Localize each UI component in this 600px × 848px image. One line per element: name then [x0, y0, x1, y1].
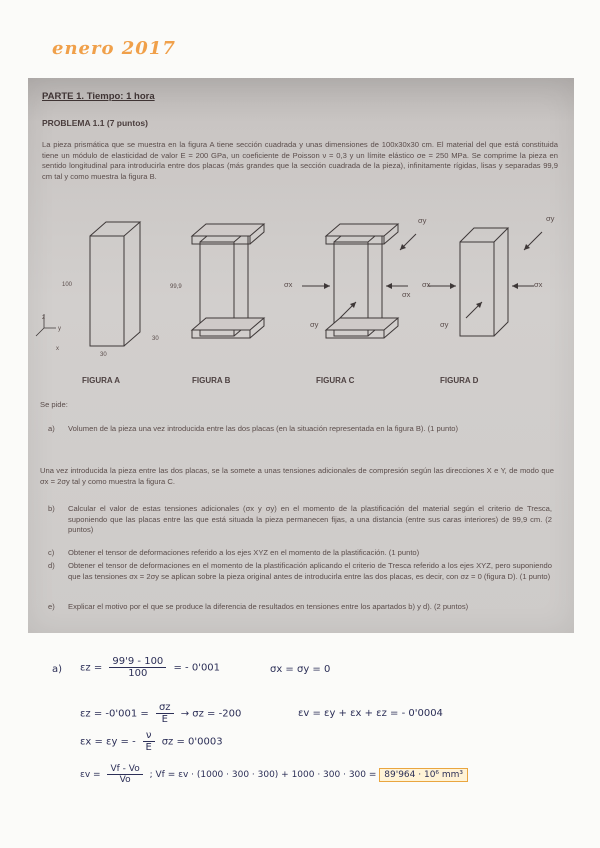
figure-a-label: FIGURA A — [82, 376, 121, 385]
fig-d-sigma-x-left: σx — [422, 280, 431, 289]
axis-x-label: x — [56, 346, 59, 352]
figure-b-label: FIGURA B — [192, 376, 231, 385]
exam-problem-title: PROBLEMA 1.1 (7 puntos) — [42, 118, 148, 128]
l3-den: E — [145, 742, 152, 753]
fig-c-sigma-x-right: σx — [402, 290, 411, 299]
question-e — [40, 602, 552, 613]
solution-line-4 — [80, 764, 468, 785]
question-b-key: b) — [48, 504, 55, 513]
figures-diagram — [28, 206, 574, 371]
l4-mid: ; Vf = εv · (1000 · 300 · 300) + 1000 · 300 · 300 = — [149, 770, 377, 780]
l4-result: 89'964 · 10⁶ mm³ — [379, 768, 468, 782]
l2-fraction — [156, 702, 174, 725]
question-a — [40, 424, 552, 435]
dim-height-b: 99,9 — [170, 284, 182, 290]
l3-rhs: σz = 0'0003 — [161, 736, 223, 748]
question-b-text: Calcular el valor de estas tensiones adicionales (σx y σy) en el momento de la plastificación del material según el criterio de Tresca, suponiendo que las placas entre las que está situada la pieza permanecen fijas, a una distancia (entre sus caras interiores) de 99,9 cm. (2 puntos) — [68, 504, 552, 535]
question-e-key: e) — [48, 602, 55, 611]
dim-height-a: 100 — [62, 282, 73, 288]
axis-z-label: z — [42, 315, 45, 321]
exam-photo — [28, 78, 574, 633]
l2-den: E — [161, 714, 168, 725]
l3-fraction — [143, 730, 155, 753]
dim-width: 30 — [100, 352, 107, 358]
dim-depth: 30 — [152, 336, 159, 342]
fig-c-sigma-y-top: σy — [418, 216, 427, 225]
solution-line-2-right: εv = εy + εx + εz = - 0'0004 — [298, 708, 443, 719]
solution-label: a) — [52, 664, 63, 675]
l1-fraction — [109, 656, 166, 679]
solution-line-1-right: σx = σy = 0 — [270, 664, 331, 675]
l4-fraction — [107, 764, 142, 785]
page-title: enero 2017 — [52, 38, 176, 59]
l1-den: 100 — [128, 668, 148, 679]
l3-num: ν — [143, 730, 155, 742]
fig-c-sigma-y-bottom: σy — [310, 320, 319, 329]
l4-den: Vo — [119, 775, 131, 785]
question-a-key: a) — [48, 424, 55, 433]
fig-c-sigma-x-left: σx — [284, 280, 293, 289]
question-d-text: Obtener el tensor de deformaciones en el momento de la plastificación aplicando el criterio de Tresca referido a los ejes XYZ, pero suponiendo que las tensiones σx = 2σy se aplican sobre la pieza original antes de introducirla entre las dos placas, es decir, con σz = 0 (figura D). (1 punto) — [68, 561, 552, 581]
exam-statement: La pieza prismática que se muestra en la figura A tiene sección cuadrada y unas dimensiones de 100x30x30 cm. El material del que está constituida tiene un módulo de elasticidad de valor E = 200 GPa, un coeficiente de Poisson ν = 0,3 y un límite elástico σe = 250 MPa. Se comprime la pieza en sentido longitudinal para introducirla entre dos placas (más grandes que la sección cuadrada de la pieza), infinitamente rígidas, lisas y separadas 99,9 cm tal y como muestra la figura B. — [42, 140, 558, 181]
question-c — [40, 548, 552, 559]
l2-left: εz = -0'001 = — [80, 708, 149, 720]
fig-d-sigma-y-bottom: σy — [440, 320, 449, 329]
l1-num: 99'9 - 100 — [109, 656, 166, 668]
solution-line-2 — [80, 702, 241, 725]
fig-d-sigma-x-right: σx — [534, 280, 543, 289]
exam-parte: PARTE 1. Tiempo: 1 hora — [42, 91, 155, 102]
question-b — [40, 504, 552, 536]
solution-line-1 — [80, 656, 220, 679]
solution-line-3 — [80, 730, 223, 753]
question-e-text: Explicar el motivo por el que se produce la diferencia de resultados en tensiones entre los apartados b) y d). (2 puntos) — [68, 602, 469, 611]
question-c-key: c) — [48, 548, 55, 557]
question-a-text: Volumen de la pieza una vez introducida entre las dos placas (en la situación representada en la figura B). (1 punto) — [68, 424, 459, 433]
l1-rhs: = - 0'001 — [173, 662, 221, 674]
question-d — [40, 561, 552, 582]
l2-num: σz — [156, 702, 174, 714]
l4-left: εv = — [80, 770, 101, 780]
exam-middle-text: Una vez introducida la pieza entre las dos placas, se la somete a unas tensiones adicionales de compresión según las direcciones X e Y, de modo que σx = 2σy tal y como muestra la figura C. — [40, 466, 554, 486]
figure-c-label: FIGURA C — [316, 376, 355, 385]
se-pide-label: Se pide: — [40, 400, 68, 409]
fig-d-sigma-y-top: σy — [546, 214, 555, 223]
question-d-key: d) — [48, 561, 55, 570]
l4-num: Vf - Vo — [107, 764, 142, 775]
l3-left: εx = εy = - — [80, 736, 136, 748]
l1-lhs: εz = — [80, 662, 103, 674]
l2-rhs: → σz = -200 — [180, 708, 242, 720]
axis-y-label: y — [58, 326, 61, 332]
figure-d-label: FIGURA D — [440, 376, 479, 385]
question-c-text: Obtener el tensor de deformaciones referido a los ejes XYZ en el momento de la plastificación. (1 punto) — [68, 548, 420, 557]
